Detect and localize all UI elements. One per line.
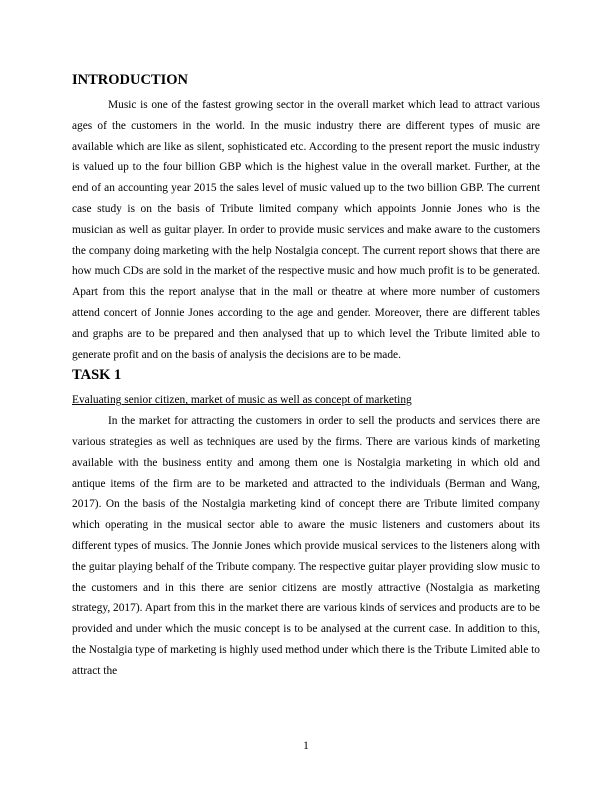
task1-heading: TASK 1 xyxy=(72,367,122,384)
page-content xyxy=(72,70,540,682)
introduction-heading: INTRODUCTION xyxy=(72,72,189,88)
introduction-paragraph: Music is one of the fastest growing sector in the overall market which lead to attract various ages of the customers in the world. In the music industry there are different types of music are available which are like as silent, sophisticated etc. According to the present report the music industry is valued up to the four billion GBP which is the highest value in the overall market. Further, at the end of an accounting year 2015 the sales level of music valued up to the two billion GBP. The current case study is on the basis of Tribute limited company which appoints Jonnie Jones who is the musician as well as guitar player. In order to provide music services and make aware to the customers the company doing marketing with the help Nostalgia concept. The current report shows that there are how much CDs are sold in the market of the respective music and how much profit is to be generated. Apart from this the report analyse that in the mall or theatre at where more number of customers attend concert of Jonnie Jones according to the age and gender. Moreover, there are different tables and graphs are to be prepared and then analysed that up to which level the Tribute limited able to generate profit and on the basis of analysis the decisions are to be made. xyxy=(72,99,540,361)
task1-paragraph: In the market for attracting the customers in order to sell the products and services there are various strategies as well as techniques are used by the firms. There are various kinds of marketing available with the business entity and among them one is Nostalgia marketing in which old and antique items of the firm are to be marketed and attracted to the individuals (Berman and Wang, 2017). On the basis of the Nostalgia marketing kind of concept there are Tribute limited company which operating in the musical sector able to aware the music listeners and customers about its different types of musics. The Jonnie Jones which provide musical services to the listeners along with the guitar playing behalf of the Tribute company. The respective guitar player providing slow music to the customers and in this there are senior citizens are mostly attractive (Nostalgia as marketing strategy, 2017). Apart from this in the market there are various kinds of services and products are to be provided and under which the music concept is to be analysed at the current case. In addition to this, the Nostalgia type of marketing is highly used method under which there is the Tribute Limited able to attract the xyxy=(72,415,540,677)
task1-subheading: Evaluating senior citizen, market of music as well as concept of marketing xyxy=(72,394,412,407)
page-number: 1 xyxy=(303,740,309,752)
